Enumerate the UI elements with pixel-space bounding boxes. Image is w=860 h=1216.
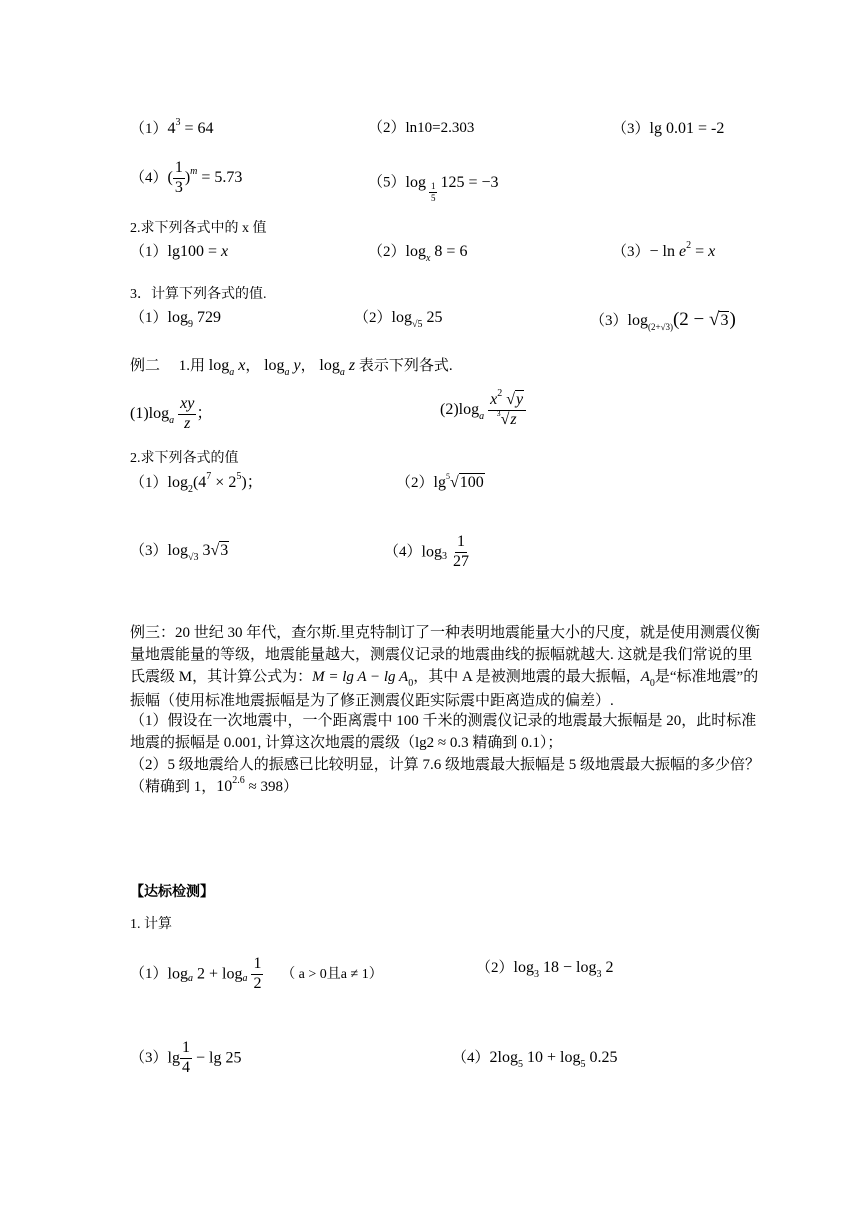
condition-text: （ a > 0且a ≠ 1）: [281, 966, 383, 982]
item-label: （1）: [130, 310, 168, 326]
math-expression: $\log_{√3} 3√3$: [167, 542, 229, 563]
math-expression: lg100 = x: [167, 243, 229, 260]
section-heading: 1. 计算: [130, 917, 172, 932]
q2-item-1: [130, 244, 228, 260]
example-3-question-1: （1）假设在一次地震中，一个距离震中 100 千米的测震仪记录的地震最大振幅是 20，此时标准地震的振幅是 0.001, 计算这次地震的震级（lg2 ≈ 0.3 精确到 0.1）；: [130, 713, 757, 751]
check-item-3: [130, 1040, 241, 1077]
ex2-q2-item-4: [384, 534, 471, 571]
q3-item-3: [590, 309, 736, 332]
item-label: （3）: [590, 313, 628, 329]
ex1-item-1: [130, 117, 214, 137]
math-expression: $\log_a x$: [208, 357, 246, 378]
math-expression: $\log_3 18 - \log_3 2$: [513, 959, 614, 980]
math-expression: $2\log_5$ $10 + \log_5 0.25$: [489, 1049, 618, 1070]
math-expression: $4^3 = 64$: [167, 117, 214, 137]
math-expression: $\log_a y$: [264, 357, 301, 378]
ex1-item-4: [130, 160, 242, 197]
section-heading: 2.求下列各式的值: [130, 451, 239, 466]
math-expression: lg $\frac{1}{4}$ − lg 25: [167, 1039, 242, 1076]
item-label: （3）: [130, 543, 168, 559]
ex2-q2-item-1: [130, 471, 263, 495]
q2-item-2: [368, 243, 468, 264]
q3-item-2: [354, 309, 443, 330]
item-label: （2）: [368, 244, 406, 260]
math-expression: $\log_{(2+√3)}(2 - √3)$: [627, 309, 736, 332]
example-2-intro: 例二 1.用 $\log_a x$， $\log_a y$， $\log_a z$ 表示下列各式.: [130, 357, 453, 378]
math-expression: $\lg^5√100$: [433, 472, 484, 491]
item-label: （2）: [476, 960, 514, 976]
item-label: （4）: [384, 544, 422, 561]
math-expression: $(1)\log_a$ $\frac{xy}{z}$ ；: [130, 395, 213, 432]
check-item-2: [476, 959, 614, 980]
intro-text: 例二 1.用: [130, 358, 206, 374]
section-heading: 3．计算下列各式的值.: [130, 287, 267, 302]
math-expression: ( $\frac{1}{3}$ )$^m$ = 5.73: [167, 159, 243, 196]
item-label: （1）: [130, 475, 168, 491]
item-label: （3）: [612, 244, 650, 260]
item-label: （4）: [130, 170, 168, 187]
math-expression: $\log_a 2 + \log_a$ $\frac{1}{2}$: [167, 955, 262, 992]
math-expression: $(2)\log_a$ $\frac{x^2 √y}{^3√z}$: [440, 401, 526, 418]
example-3-paragraph: 例三：20 世纪 30 年代，查尔斯.里克特制订了一种表明地震能量大小的尺度，就是使用测震仪衡量地震能量的等级，地震能量越大，测震仪记录的地震曲线的振幅就越大. 这就是我们常说的里氏震级 M，其计算公式为：$M = \lg A - \lg A_0$，其中 A 是被测地震的最大振幅，$A_0$是“标准地震”的振幅（使用标准地震振幅是为了修正测震仪距实际震中距离造成的偏差）.: [130, 625, 761, 709]
math-expression: lg 0.01 = -2: [649, 120, 725, 137]
item-label: （2）: [354, 310, 392, 326]
example-3-question-2: （2）5 级地震给人的振感已比较明显，计算 7.6 级地震最大振幅是 5 级地震最大振幅的多少倍？（精确到 1，$10^{2.6} \approx 398$）: [130, 757, 761, 795]
math-expression: $\log_x 8 = 6$: [405, 243, 468, 264]
ex2-expression-1: [130, 396, 212, 433]
item-label: （5）: [368, 174, 406, 191]
check-item-4: [452, 1049, 618, 1070]
item-label: （3）: [612, 121, 650, 137]
section-heading: 2.求下列各式中的 x 值: [130, 221, 267, 236]
math-expression: $\log_2(4^7 \times 2^5)$；: [167, 471, 263, 495]
item-label: （1）: [130, 121, 168, 137]
item-label: （3）: [130, 1050, 168, 1067]
math-expression: log $\frac{1}{5}$ 125 = −3: [405, 173, 499, 204]
q3-item-1: [130, 309, 221, 330]
item-label: （4）: [452, 1050, 490, 1066]
section-title: 【达标检测】: [130, 885, 214, 900]
math-expression: $\log_{√5} 25$: [391, 309, 443, 330]
math-expression: − $\ln e^2 = x$: [649, 240, 716, 260]
item-label: （2）: [368, 120, 406, 136]
ex2-expression-2: [440, 388, 526, 429]
ex1-item-3: [612, 121, 724, 137]
item-label: （2）: [396, 475, 434, 491]
ex2-q2-item-2: [396, 472, 485, 491]
intro-text: 表示下列各式.: [358, 358, 453, 374]
q2-item-3: [612, 240, 716, 260]
ex1-item-2: [368, 121, 474, 136]
item-label: （1）: [130, 966, 168, 983]
item-label: （1）: [130, 244, 168, 260]
ex1-item-5: [368, 172, 499, 204]
check-item-1: [130, 956, 383, 993]
math-expression: $\log_9 729$: [167, 309, 221, 330]
math-expression: $\log_3$ $\frac{1}{27}$: [421, 533, 469, 570]
math-expression: $\log_a z$: [319, 357, 356, 378]
math-expression: ln10=2.303: [405, 120, 475, 136]
ex2-q2-item-3: [130, 542, 229, 563]
